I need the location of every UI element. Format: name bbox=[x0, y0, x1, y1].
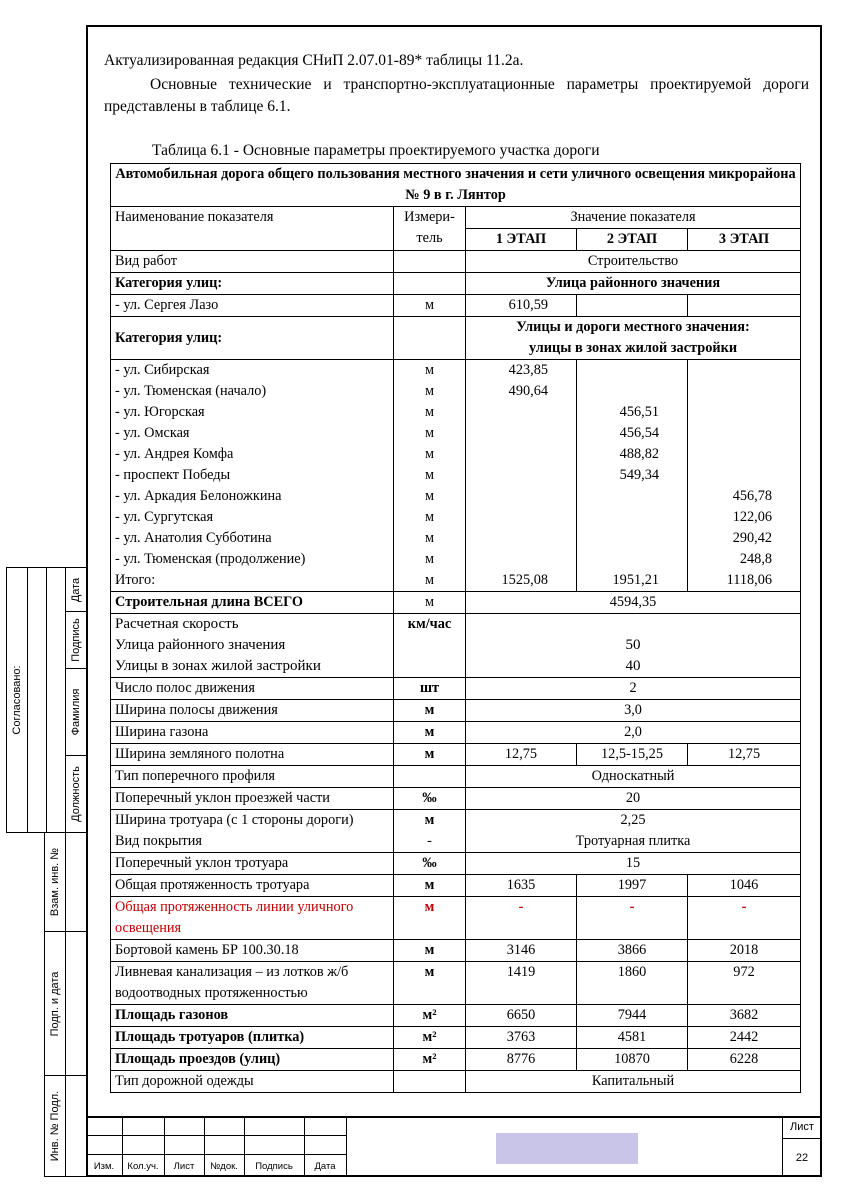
row-stage-2: 1997 bbox=[577, 875, 688, 897]
row-stage-3: 456,78 bbox=[688, 486, 801, 507]
row-value: Улицы и дороги местного значения: улицы в зонах жилой застройки bbox=[466, 317, 801, 360]
row-label: - ул. Тюменская (продолжение) bbox=[111, 549, 394, 570]
row-value: 3,0 bbox=[466, 700, 801, 722]
row-label: - проспект Победы bbox=[111, 465, 394, 486]
row-unit: м bbox=[394, 744, 466, 766]
podpis-label: Подпись bbox=[255, 1161, 293, 1172]
intro-line-2: Основные технические и транспортно-эксплуатационные параметры проектируемой дороги представлены в таблице 6.1. bbox=[104, 76, 809, 115]
row-stage-3: 290,42 bbox=[688, 528, 801, 549]
row-stage-2 bbox=[577, 360, 688, 382]
row-unit: м bbox=[394, 465, 466, 486]
row-unit: м bbox=[394, 570, 466, 592]
vzam-label: Взам. инв. № bbox=[49, 847, 61, 917]
row-unit: м bbox=[394, 592, 466, 614]
table-row bbox=[111, 722, 801, 744]
row-label: Ширина земляного полотна bbox=[111, 744, 394, 766]
title-block bbox=[86, 1116, 822, 1177]
row-stage-2: 3866 bbox=[577, 940, 688, 962]
header-name: Наименование показателя bbox=[111, 207, 394, 251]
row-stage-1 bbox=[466, 549, 577, 570]
stamp-cell bbox=[27, 567, 47, 833]
table-row bbox=[111, 381, 801, 402]
row-stage-1: 610,59 bbox=[466, 295, 577, 317]
row-stage-2: 488,82 bbox=[577, 444, 688, 465]
table-row bbox=[111, 528, 801, 549]
row-stage-1 bbox=[466, 528, 577, 549]
row-stage-1 bbox=[466, 465, 577, 486]
header-stage-3: 3 ЭТАП bbox=[688, 229, 801, 251]
table-title: Автомобильная дорога общего пользования местного значения и сети уличного освещения микрорайона № 9 в г. Лянтор bbox=[111, 164, 801, 207]
row-stage-3 bbox=[688, 360, 801, 382]
row-stage-3 bbox=[688, 423, 801, 444]
table-row bbox=[111, 614, 801, 678]
row-label: Площадь проездов (улиц) bbox=[111, 1049, 394, 1071]
table-row bbox=[111, 164, 801, 207]
table-row bbox=[111, 810, 801, 853]
row-label: Площадь тротуаров (плитка) bbox=[111, 1027, 394, 1049]
row-unit: м bbox=[394, 528, 466, 549]
row-stage-2: 7944 bbox=[577, 1005, 688, 1027]
row-stage-2: 12,5-15,25 bbox=[577, 744, 688, 766]
table-row bbox=[111, 207, 801, 229]
table-row bbox=[111, 251, 801, 273]
row-unit: м bbox=[394, 423, 466, 444]
row-label: Общая протяженность тротуара bbox=[111, 875, 394, 897]
row-label: - ул. Андрея Комфа bbox=[111, 444, 394, 465]
table-row bbox=[111, 295, 801, 317]
row-stage-3 bbox=[688, 381, 801, 402]
row-stage-2 bbox=[577, 381, 688, 402]
row-unit: км/час bbox=[394, 614, 466, 678]
row-unit: шт bbox=[394, 678, 466, 700]
row-stage-3: 2018 bbox=[688, 940, 801, 962]
row-unit: м² bbox=[394, 1049, 466, 1071]
row-stage-3: 1046 bbox=[688, 875, 801, 897]
row-unit: м bbox=[394, 486, 466, 507]
row-stage-3: 6228 bbox=[688, 1049, 801, 1071]
row-value: Улица районного значения bbox=[466, 273, 801, 295]
row-stage-1 bbox=[466, 402, 577, 423]
row-label: Итого: bbox=[111, 570, 394, 592]
table-row bbox=[111, 940, 801, 962]
stamp-cell bbox=[46, 567, 66, 833]
table-row bbox=[111, 549, 801, 570]
row-label: Поперечный уклон проезжей части bbox=[111, 788, 394, 810]
parameters-table bbox=[110, 163, 801, 1093]
table-row bbox=[111, 402, 801, 423]
row-unit: м² bbox=[394, 1027, 466, 1049]
header-stage-2: 2 ЭТАП bbox=[577, 229, 688, 251]
row-stage-2: 1860 bbox=[577, 962, 688, 1005]
row-stage-1: 3763 bbox=[466, 1027, 577, 1049]
row-label: Ширина газона bbox=[111, 722, 394, 744]
row-label: Ширина полосы движения bbox=[111, 700, 394, 722]
table-row bbox=[111, 962, 801, 1005]
inv-podl-label: Инв. № Подл. bbox=[49, 1090, 61, 1162]
row-stage-3: 248,8 bbox=[688, 549, 801, 570]
position-label: Должность bbox=[70, 766, 82, 822]
surname-label: Фамилия bbox=[70, 688, 82, 736]
stamp-cell bbox=[65, 931, 87, 1076]
row-stage-1: 1419 bbox=[466, 962, 577, 1005]
row-unit: ‰ bbox=[394, 788, 466, 810]
row-stage-2 bbox=[577, 486, 688, 507]
table-row bbox=[111, 423, 801, 444]
row-label: Тип дорожной одежды bbox=[111, 1071, 394, 1093]
table-row bbox=[111, 853, 801, 875]
row-stage-3: 122,06 bbox=[688, 507, 801, 528]
row-label: - ул. Сергея Лазо bbox=[111, 295, 394, 317]
row-value: 2,0 bbox=[466, 722, 801, 744]
header-stage-1: 1 ЭТАП bbox=[466, 229, 577, 251]
row-unit: м² bbox=[394, 1005, 466, 1027]
row-label: Ширина тротуара (с 1 стороны дороги) Вид покрытия bbox=[111, 810, 394, 853]
agreed-label: Согласовано: bbox=[11, 665, 23, 735]
sign-label: Подпись bbox=[70, 618, 82, 662]
table-row bbox=[111, 744, 801, 766]
row-stage-2: 10870 bbox=[577, 1049, 688, 1071]
row-label: - ул. Сибирская bbox=[111, 360, 394, 382]
row-stage-3 bbox=[688, 465, 801, 486]
table-row bbox=[111, 1049, 801, 1071]
row-stage-3: - bbox=[688, 897, 801, 940]
kolch-label: Кол.уч. bbox=[127, 1161, 159, 1172]
sheet-label: Лист bbox=[790, 1121, 814, 1133]
table-row bbox=[111, 766, 801, 788]
table-row bbox=[111, 1071, 801, 1093]
row-unit: м bbox=[394, 381, 466, 402]
row-unit: м bbox=[394, 962, 466, 1005]
row-stage-3 bbox=[688, 444, 801, 465]
row-stage-3: 972 bbox=[688, 962, 801, 1005]
row-label: - ул. Сургутская bbox=[111, 507, 394, 528]
row-stage-1: 8776 bbox=[466, 1049, 577, 1071]
table-row bbox=[111, 788, 801, 810]
table-row bbox=[111, 1005, 801, 1027]
row-value: Строительство bbox=[466, 251, 801, 273]
row-stage-2: 1951,21 bbox=[577, 570, 688, 592]
row-stage-1: - bbox=[466, 897, 577, 940]
row-unit: м bbox=[394, 875, 466, 897]
stamp-cell bbox=[65, 1075, 87, 1177]
row-label: Общая протяженность линии уличного освещения bbox=[111, 897, 394, 940]
table-row bbox=[111, 592, 801, 614]
row-stage-1: 490,64 bbox=[466, 381, 577, 402]
row-unit: м - bbox=[394, 810, 466, 853]
row-unit: м bbox=[394, 360, 466, 382]
row-value: 4594,35 bbox=[466, 592, 801, 614]
row-stage-1 bbox=[466, 486, 577, 507]
row-unit: м bbox=[394, 722, 466, 744]
row-label: Число полос движения bbox=[111, 678, 394, 700]
row-label: Вид работ bbox=[111, 251, 394, 273]
row-unit: м bbox=[394, 549, 466, 570]
row-stage-1 bbox=[466, 423, 577, 444]
row-stage-1: 1635 bbox=[466, 875, 577, 897]
row-label: Бортовой камень БР 100.30.18 bbox=[111, 940, 394, 962]
row-value: 20 bbox=[466, 788, 801, 810]
row-label: - ул. Югорская bbox=[111, 402, 394, 423]
podp-data-label: Подп. и дата bbox=[49, 971, 61, 1036]
sheet-number: 22 bbox=[795, 1152, 809, 1164]
table-row bbox=[111, 570, 801, 592]
table-row bbox=[111, 875, 801, 897]
row-label: Категория улиц: bbox=[111, 273, 394, 295]
table-row bbox=[111, 897, 801, 940]
row-label: - ул. Омская bbox=[111, 423, 394, 444]
table-row bbox=[111, 507, 801, 528]
row-stage-1: 12,75 bbox=[466, 744, 577, 766]
intro-line-1: Актуализированная редакция СНиП 2.07.01-89* таблицы 11.2а. bbox=[104, 52, 524, 69]
row-unit: м bbox=[394, 507, 466, 528]
highlight-block bbox=[496, 1133, 638, 1164]
stamp-cell bbox=[65, 832, 87, 932]
row-unit: м bbox=[394, 897, 466, 940]
row-stage-1: 1525,08 bbox=[466, 570, 577, 592]
table-row bbox=[111, 700, 801, 722]
row-value: Капитальный bbox=[466, 1071, 801, 1093]
table-row bbox=[111, 317, 801, 360]
row-stage-1: 6650 bbox=[466, 1005, 577, 1027]
row-stage-2: 456,51 bbox=[577, 402, 688, 423]
izm-label: Изм. bbox=[93, 1161, 115, 1172]
row-value: 2,25 Тротуарная плитка bbox=[466, 810, 801, 853]
row-stage-2: 4581 bbox=[577, 1027, 688, 1049]
table-row bbox=[111, 465, 801, 486]
row-label: Расчетная скорость Улица районного значения Улицы в зонах жилой застройки bbox=[111, 614, 394, 678]
row-label: Ливневая канализация – из лотков ж/б водоотводных протяженностью bbox=[111, 962, 394, 1005]
row-label: Тип поперечного профиля bbox=[111, 766, 394, 788]
data-label: Дата bbox=[314, 1161, 336, 1172]
row-unit: ‰ bbox=[394, 853, 466, 875]
table-row bbox=[111, 360, 801, 382]
row-unit: м bbox=[394, 700, 466, 722]
header-unit: Измери- тель bbox=[394, 207, 466, 251]
row-unit bbox=[394, 1071, 466, 1093]
row-stage-3: 12,75 bbox=[688, 744, 801, 766]
row-stage-1: 423,85 bbox=[466, 360, 577, 382]
row-stage-2 bbox=[577, 528, 688, 549]
row-label: Строительная длина ВСЕГО bbox=[111, 592, 394, 614]
row-stage-2 bbox=[577, 507, 688, 528]
row-value: Односкатный bbox=[466, 766, 801, 788]
row-stage-3: 2442 bbox=[688, 1027, 801, 1049]
row-value: 15 bbox=[466, 853, 801, 875]
row-stage-1 bbox=[466, 444, 577, 465]
row-stage-1 bbox=[466, 507, 577, 528]
row-unit: м bbox=[394, 444, 466, 465]
table-row bbox=[111, 444, 801, 465]
list-label: Лист bbox=[173, 1161, 195, 1172]
date-label: Дата bbox=[70, 577, 82, 602]
row-stage-3: 1118,06 bbox=[688, 570, 801, 592]
row-stage-2 bbox=[577, 549, 688, 570]
table-row bbox=[111, 486, 801, 507]
table-row bbox=[111, 1027, 801, 1049]
row-unit bbox=[394, 766, 466, 788]
row-unit: м bbox=[394, 940, 466, 962]
table-row bbox=[111, 273, 801, 295]
row-label: Поперечный уклон тротуара bbox=[111, 853, 394, 875]
row-label: Площадь газонов bbox=[111, 1005, 394, 1027]
row-label: - ул. Анатолия Субботина bbox=[111, 528, 394, 549]
row-value: 2 bbox=[466, 678, 801, 700]
row-unit: м bbox=[394, 402, 466, 423]
row-stage-3 bbox=[688, 402, 801, 423]
row-value: 50 40 bbox=[466, 614, 801, 678]
row-stage-2: - bbox=[577, 897, 688, 940]
row-stage-2: 456,54 bbox=[577, 423, 688, 444]
table-row bbox=[111, 678, 801, 700]
ndok-label: №док. bbox=[210, 1161, 238, 1172]
row-label: - ул. Аркадия Белоножкина bbox=[111, 486, 394, 507]
row-unit: м bbox=[394, 295, 466, 317]
header-value: Значение показателя bbox=[466, 207, 801, 229]
row-stage-1: 3146 bbox=[466, 940, 577, 962]
row-stage-3: 3682 bbox=[688, 1005, 801, 1027]
table-caption: Таблица 6.1 - Основные параметры проектируемого участка дороги bbox=[152, 142, 600, 159]
row-label: - ул. Тюменская (начало) bbox=[111, 381, 394, 402]
row-label: Категория улиц: bbox=[111, 317, 394, 360]
row-stage-2: 549,34 bbox=[577, 465, 688, 486]
